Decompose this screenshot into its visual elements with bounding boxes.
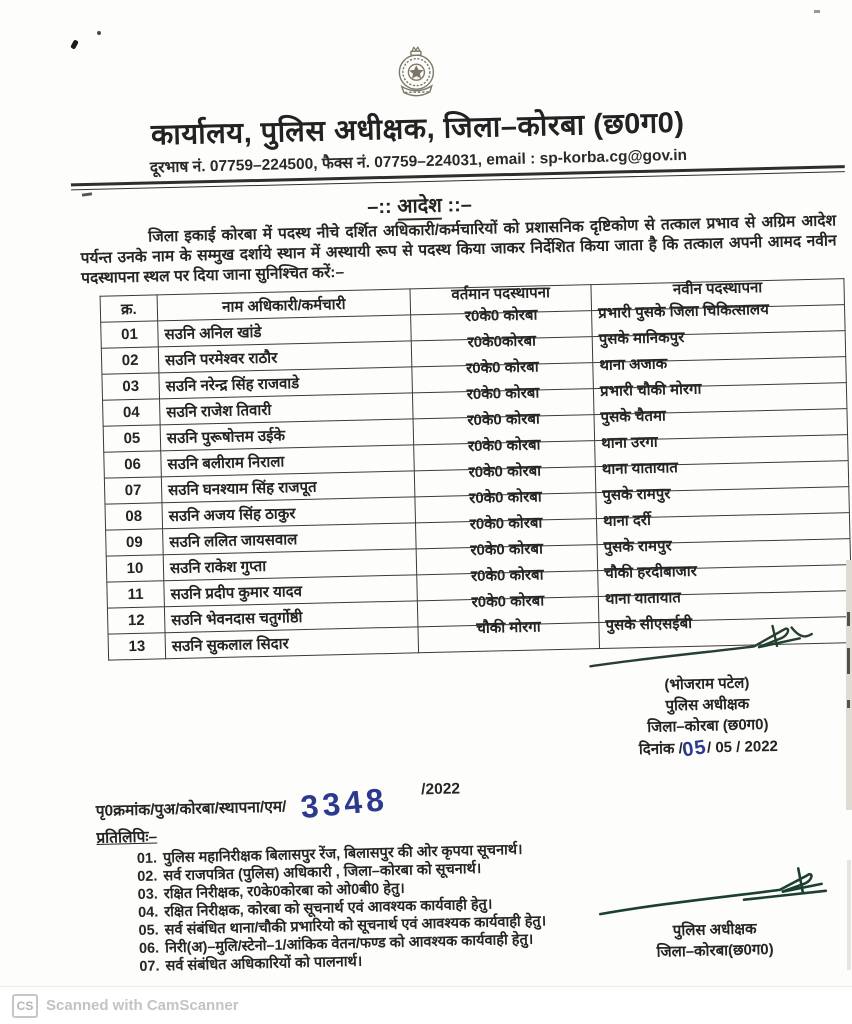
signing-officer-block (569, 620, 844, 761)
table-row: 07 सउनि घनश्याम सिंह राजपूत र0के0 कोरबा थाना यातायात (104, 461, 848, 505)
list-item: 01. पुलिस महानिरीक्षक बिलासपुर रेंज, बिलासपुर की ओर कृपया सूचनार्थ। (136, 841, 523, 868)
heading-word: आदेश (397, 195, 442, 221)
table-row: 09 सउनि ललित जायसवाल र0के0 कोरबा थाना दर्री (106, 513, 850, 557)
table-row: 06 सउनि बलीराम निराला र0के0 कोरबा थाना उरगा (104, 435, 848, 479)
transfer-order-table (100, 278, 852, 660)
ref-number-handwritten: 3348 (298, 781, 389, 826)
footer-signature-block (587, 864, 841, 964)
date-label: दिनांक / (638, 740, 683, 759)
table-row: 12 सउनि भेवनदास चतुर्गोष्ठी र0के0 कोरबा थाना यातायात (107, 591, 851, 635)
officer-district: जिला–कोरबा (छ0ग0) (647, 716, 769, 736)
footer-designation: पुलिस अधीक्षक (672, 920, 757, 940)
scan-speck (97, 31, 101, 35)
heading-prefix: –:: (366, 195, 392, 219)
list-item: 04. रक्षित निरीक्षक, कोरबा को सूचनार्थ एवं आवश्यक कार्यवाही हेतु। (137, 896, 493, 921)
signature-icon (593, 865, 834, 919)
date-printed: / 05 / 2022 (706, 737, 779, 757)
footer-district: जिला–कोरबा(छ0ग0) (656, 941, 774, 961)
list-item: 07. सर्व संबंधित अधिकारियों को पालनार्थ। (139, 953, 363, 975)
date-handwritten: 05 (681, 736, 709, 762)
table-row: 05 सउनि पुरूषोत्तम उईके र0के0 कोरबा पुसके चैतमा (103, 409, 847, 453)
table-row: 08 सउनि अजय सिंह ठाकुर र0के0 कोरबा पुसके रामपुर (105, 487, 849, 531)
header-current-posting: वर्तमान पदस्थापना (410, 285, 592, 315)
heading-suffix: ::– (447, 193, 473, 217)
header-new-posting: नवीन पदस्थापना (591, 279, 845, 311)
officer-designation: पुलिस अधीक्षक (665, 695, 750, 715)
table-row: 13 सउनि सुकलाल सिदार चौकी मोरगा पुसके सीएसईबी (108, 617, 852, 661)
list-item: 05. सर्व संबंधित थाना/चौकी प्रभारियो को सूचनार्थ एवं आवश्यक कार्यवाही हेतु। (138, 913, 547, 939)
police-crest-icon (384, 45, 449, 104)
signature-icon (585, 621, 826, 673)
officer-name: (भोजराम पटेल) (664, 674, 750, 694)
table-row: 02 सउनि परमेश्वर राठौर र0के0कोरबा पुसके मानिकपुर (101, 331, 845, 375)
scan-edge-artifact (846, 560, 852, 810)
table-row: 01 सउनि अनिल खांडे र0के0 कोरबा प्रभारी पुसके जिला चिकित्सालय (101, 305, 845, 349)
camscanner-bar (0, 987, 852, 1024)
table-row: 11 सउनि प्रदीप कुमार यादव र0के0 कोरबा चौकी हरदीबाजार (107, 565, 851, 609)
table-row: 03 सउनि नरेन्द्र सिंह राजवाडे र0के0 कोरबा थाना अजाक (102, 357, 846, 401)
copy-to-label: प्रतिलिपिः– (96, 828, 158, 847)
order-body-paragraph: जिला इकाई कोरबा में पदस्थ नीचे दर्शित अधिकारी/कर्मचारियों को प्रशासनिक दृष्टिकोण से तत्काल प्रभाव से अग्रिम आदेश पर्यन्त उनके नाम के सम्मुख दर्शाये स्थान में अस्थायी रूप से पदस्थ किया जाकर निर्देशित किया जाता है कि तत्काल अपनी आमद नवीन पदस्थापना स्थल पर दिया जाना सुनिश्चित करें:– (80, 212, 837, 288)
ref-prefix: पृ0क्रमांक/पुअ/कोरबा/स्थापना/एम/ (95, 798, 287, 820)
scan-speck (814, 10, 820, 13)
camscanner-watermark-text: Scanned with CamScanner (46, 997, 239, 1014)
header-name: नाम अधिकारी/कर्मचारी (157, 289, 411, 321)
scan-edge-artifact (847, 648, 850, 674)
contact-line: दूरभाष नं. 07759–224500, फैक्स नं. 07759–224031, email : sp-korba.cg@gov.in (149, 146, 688, 177)
scan-edge-artifact (847, 700, 850, 708)
ref-year: /2022 (421, 780, 461, 799)
list-item: 02. सर्व राजपत्रित (पुलिस) अधिकारी , जिला–कोरबा को सूचनार्थ। (137, 860, 482, 886)
table-row: 04 सउनि राजेश तिवारी र0के0 कोरबा प्रभारी चौकी मोरगा (103, 383, 847, 427)
camscanner-logo-icon: CS (12, 994, 38, 1018)
header-sno: क्र. (100, 295, 158, 322)
table-row: 10 सउनि राकेश गुप्ता र0के0 कोरबा पुसके रामपुर (106, 539, 850, 583)
office-title: कार्यालय, पुलिस अधीक्षक, जिला–कोरबा (छ0ग0) (150, 106, 685, 152)
list-item: 06. निरी(अ)–मुलि/स्टेनो–1/आंकिक वेतन/फण्ड को आवश्यक कार्यवाही हेतु। (138, 931, 534, 957)
scan-edge-artifact (847, 860, 851, 970)
list-item: 03. रक्षित निरीक्षक, र0के0कोरबा को ओ0बी0 हेतु। (137, 880, 405, 903)
scan-edge-artifact (847, 612, 850, 626)
